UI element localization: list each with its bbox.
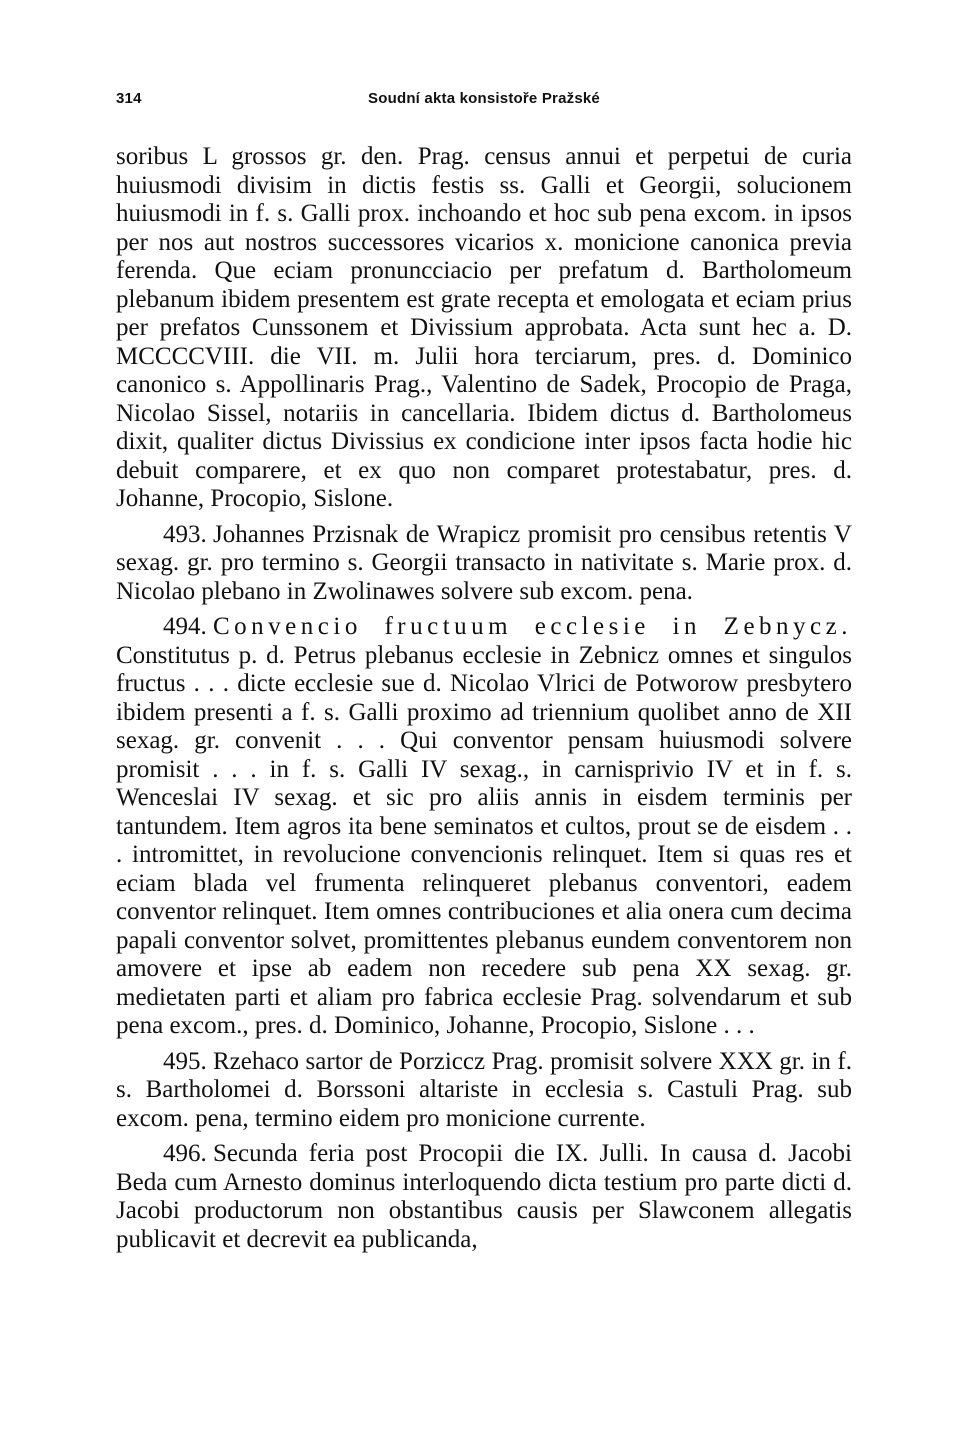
document-page bbox=[116, 90, 852, 1254]
entry-493 bbox=[116, 521, 852, 607]
entry-495 bbox=[116, 1048, 852, 1134]
entry-number: 493. bbox=[163, 520, 207, 548]
entry-text: Secunda feria post Procopii die IX. Julli. In causa d. Jacobi Beda cum Arnesto dominus interloquendo dicta testium pro parte dicti d. Jacobi productorum non obstantibus causis per Slawconem allegatis publicavit et decrevit ea publicanda, bbox=[116, 1140, 852, 1253]
running-title: Soudní akta konsistoře Pražské bbox=[368, 90, 600, 107]
entry-number: 495. bbox=[163, 1047, 207, 1075]
page-number: 314 bbox=[116, 90, 142, 107]
entry-number: 496. bbox=[163, 1140, 207, 1167]
entry-heading: Convencio fructuum ecclesie in Zebnycz. bbox=[213, 613, 852, 640]
entry-496 bbox=[116, 1140, 852, 1254]
entry-number: 494. bbox=[163, 613, 207, 640]
entry-494 bbox=[116, 613, 852, 1041]
running-header bbox=[116, 90, 852, 114]
paragraph-continuation bbox=[116, 143, 852, 514]
entry-text: Johannes Przisnak de Wrapicz promisit pro censibus retentis V sexag. gr. pro termino s. Georgii transacto in nativitate s. Marie prox. d. Nicolao plebano in Zwolinawes solvere sub excom. pena. bbox=[116, 520, 852, 605]
entry-text: Constitutus p. d. Petrus plebanus ecclesie in Zebnicz omnes et singulos fructus . . . dicte ecclesie sue d. Nicolao Vlrici de Potworow presbytero ibidem presenti a f. s. Galli proximo ad triennium quolibet anno de XII sexag. gr. convenit . . . Qui conventor pensam huiusmodi solvere promisit . . . in f. s. Galli IV sexag., in carnisprivio IV et in f. s. Wenceslai IV sexag. et sic pro aliis annis in eisdem terminis per tantundem. Item agros ita bene seminatos et cultos, prout se de eisdem . . . intromittet, in revolucione convencionis relinquet. Item si quas res et eciam blada vel frumenta relinqueret plebanus conventori, eadem conventor relinquet. Item omnes contribuciones et alia onera cum decima papali conventor solvet, promittentes plebanus eundem conventorem non amovere et ipse ab eadem non recedere sub pena XX sexag. gr. medietaten parti et aliam pro fabrica ecclesie Prag. solvendarum et sub pena excom., pres. d. Dominico, Johanne, Procopio, Sislone . . . bbox=[116, 641, 852, 1039]
entry-text: Rzehaco sartor de Porziccz Prag. promisit solvere XXX gr. in f. s. Bartholomei d. Borssoni altariste in ecclesia s. Castuli Prag. sub excom. pena, termino eidem pro monicione currente. bbox=[116, 1047, 852, 1132]
paragraph-text: soribus L grossos gr. den. Prag. census annui et perpetui de curia huiusmodi divisim in dictis festis ss. Galli et Georgii, solucionem huiusmodi in f. s. Galli prox. inchoando et hoc sub pena excom. in ipsos per nos aut nostros successores vicarios x. monicione canonica previa ferenda. Que eciam pronuncciacio per prefatum d. Bartholomeum plebanum ibidem presentem est grate recepta et emologata et eciam prius per prefatos Cunssonem et Divissium approbata. Acta sunt hec a. D. MCCCCVIII. die VII. m. Julii hora terciarum, pres. d. Dominico canonico s. Appollinaris Prag., Valentino de Sadek, Procopio de Praga, Nicolao Sissel, notariis in cancellaria. Ibidem dictus d. Bartholomeus dixit, qualiter dictus Divissius ex condicione inter ipsos facta hodie hic debuit comparere, et ex quo non comparet protestabatur, pres. d. Johanne, Procopio, Sislone. bbox=[116, 143, 852, 512]
body-text bbox=[116, 143, 852, 1254]
